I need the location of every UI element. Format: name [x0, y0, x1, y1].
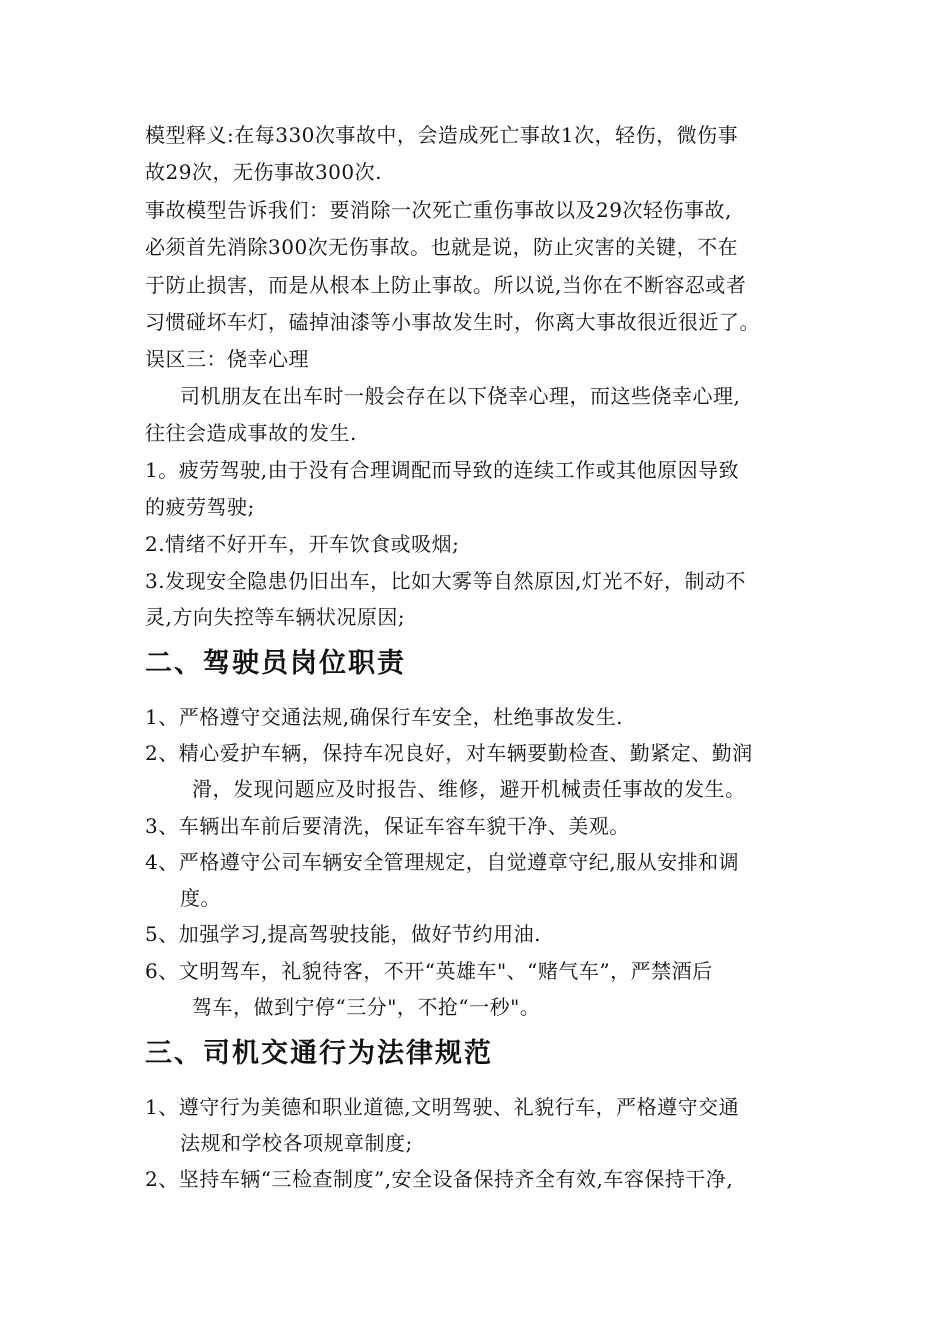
list-item: 2.情绪不好开车，开车饮食或吸烟;: [145, 532, 460, 556]
list-item: 1、严格遵守交通法规,确保行车安全，杜绝事故发生.: [145, 705, 623, 729]
text-line: 滑，发现问题应及时报告、维修，避开机械责任事故的发生。: [192, 777, 746, 801]
text-line: 于防止损害，而是从根本上防止事故。所以说,当你在不断容忍或者: [145, 273, 747, 297]
list-item: 6、文明驾车，礼貌待客，不开“英雄车"、“赌气车”，严禁酒后: [145, 959, 713, 983]
text-line: 习惯碰坏车灯，磕掉油漆等小事故发生时，你离大事故很近很近了。: [145, 310, 760, 334]
list-item: 4、严格遵守公司车辆安全管理规定，自觉遵章守纪,服从安排和调: [145, 850, 740, 874]
list-item: 2、坚持车辆“三检查制度”,安全设备保持齐全有效,车容保持干净,: [145, 1167, 734, 1191]
section-heading: 二、驾驶员岗位职责: [145, 648, 406, 679]
text-line: 事故模型告诉我们：要消除一次死亡重伤事故以及29次轻伤事故,: [145, 198, 732, 222]
text-line: 往往会造成事故的发生.: [145, 421, 357, 445]
text-line: 必须首先消除300次无伤事故。也就是说，防止灾害的关键，不在: [145, 235, 739, 259]
text-line: 灵,方向失控等车辆状况原因;: [145, 605, 406, 629]
list-item: 2、精心爱护车辆，保持车况良好，对车辆要勤检查、勤紧定、勤润: [145, 741, 753, 765]
text-line: 度。: [180, 886, 221, 910]
text-line: 模型释义:在每330次事故中，会造成死亡事故1次，轻伤，微伤事: [145, 123, 739, 147]
text-line: 的疲劳驾驶;: [145, 495, 255, 519]
subheading-line: 误区三：侥幸心理: [145, 347, 309, 371]
list-item: 5、加强学习,提高驾驶技能，做好节约用油.: [145, 922, 541, 946]
list-item: 1。疲劳驾驶,由于没有合理调配而导致的连续工作或其他原因导致: [145, 458, 740, 482]
text-line: 司机朋友在出车时一般会存在以下侥幸心理，而这些侥幸心理,: [180, 384, 741, 408]
list-item: 3、车辆出车前后要清洗，保证车容车貌干净、美观。: [145, 814, 630, 838]
list-item: 1、遵守行为美德和职业道德,文明驾驶、礼貌行车，严格遵守交通: [145, 1095, 740, 1119]
text-line: 故29次，无伤事故300次.: [145, 160, 382, 184]
text-line: 法规和学校各项规章制度;: [180, 1131, 413, 1155]
list-item: 3.发现安全隐患仍旧出车，比如大雾等自然原因,灯光不好，制动不: [145, 569, 746, 593]
text-line: 驾车，做到宁停“三分"，不抢“一秒"。: [192, 995, 541, 1019]
section-heading: 三、司机交通行为法律规范: [145, 1038, 493, 1069]
